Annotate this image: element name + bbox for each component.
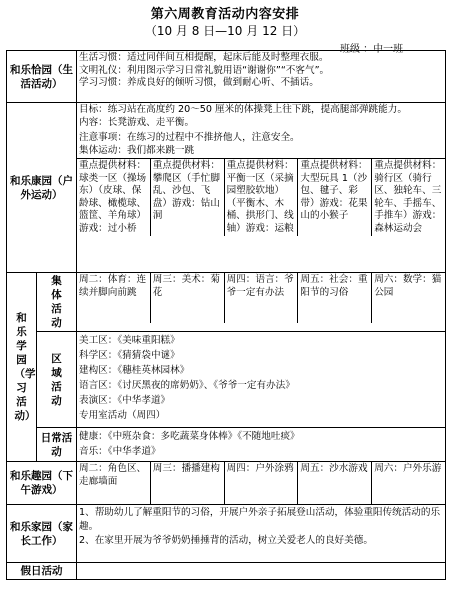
fun-day: 周四：户外涂鸦 (224, 462, 298, 504)
zone-grid (77, 159, 445, 236)
collective-label: 集体活动 (51, 275, 62, 329)
collective-day: 周六：数学：猫公园 (371, 273, 445, 323)
life-line: 学习习惯：养成良好的倾听习惯，做到耐心听、不插话。 (79, 77, 319, 88)
life-label: 和乐恰园（生活活动） (7, 51, 77, 103)
life-line: 文明礼仪：利用图示学习日常礼貌用语“谢谢你”“不客气”。 (79, 64, 330, 76)
collective-day: 周三：美术：菊花 (150, 273, 224, 323)
outdoor-line: 内容：长凳游戏、走平衡。 (79, 116, 195, 128)
home-row (7, 505, 446, 563)
holiday-content (77, 563, 446, 580)
zone-cell: 重点提供材料：攀爬区（手忙脚乱、沙包、飞盘）游戏：钻山洞 (150, 159, 224, 236)
outdoor-line: 集体运动：我们都来跳一跳 (79, 144, 195, 156)
fun-day: 周六：户外乐游 (371, 462, 445, 504)
daily-label: 日常活动 (37, 428, 77, 462)
life-content (77, 51, 446, 103)
outdoor-goals (77, 103, 446, 159)
home-line: 2、在家里开展为爷爷奶奶捶捶背的活动，树立关爱老人的良好美德。 (79, 535, 373, 546)
home-label: 和乐家园（家长工作） (7, 505, 77, 563)
collective-day: 周五：社会：重阳节的习俗 (297, 273, 371, 323)
zone-cell: 重点提供材料：大型玩具 1（沙包、毽子、彩带）游戏：花果山的小猴子 (297, 159, 371, 236)
fun-day: 周五：沙水游戏 (297, 462, 371, 504)
zone-cell: 重点提供材料：球类一区（操场东）（皮球、保龄球、橄榄球、篮筐、羊角球）游戏：过小桥 (79, 160, 147, 234)
life-row (7, 51, 446, 103)
area-line: 表演区：《中华孝道》 (79, 395, 171, 406)
fun-day: 周二：角色区、走廊墙面 (79, 463, 147, 487)
area-line: 美工区：《美味重阳糕》 (79, 335, 180, 346)
collective-day: 周四：语言：爷爷一定有办法 (224, 273, 298, 323)
fun-day: 周三：播播建构 (150, 462, 224, 504)
holiday-label: 假日活动 (7, 563, 77, 580)
class-label: 班级 ：中一班 (340, 44, 404, 55)
study-label: 和乐学园（学习活动） (14, 312, 36, 422)
schedule-table (6, 50, 446, 580)
holiday-row (7, 563, 446, 580)
life-line: 生活习惯：适过同伴间互相提醒，起床后能及时整理衣服。 (79, 52, 329, 63)
area-line: 专用室活动（周四） (79, 410, 166, 421)
area-line: 语言区：《讨厌黑夜的席奶奶》、《爷爷一定有办法》 (79, 380, 295, 391)
daily-row (7, 428, 446, 462)
zone-cell: 重点提供材料：平衡一区（采摘园塑胶软地）（平衡木、木桶、拱形门、线轴）游戏：运粮 (224, 159, 298, 236)
area-content (77, 332, 446, 428)
daily-line: 健康：《中班杂食：多吃蔬菜身体棒》《不随地吐痰》 (79, 431, 300, 442)
collective-days (77, 273, 445, 323)
fun-row (7, 462, 446, 505)
area-line: 建构区：《穗桂英林园林》 (79, 365, 190, 376)
area-row (7, 332, 446, 428)
area-label: 区域活动 (51, 352, 62, 407)
outdoor-goal-row (7, 103, 446, 159)
fun-label: 和乐趣园（下午游戏） (7, 462, 77, 505)
date-range: （10 月 8 日—10 月 12 日） (144, 24, 306, 38)
outdoor-line: 目标：练习站在高度约 20～50 厘米的体操凳上往下跳，提高腿部弹跳能力。 (79, 104, 407, 115)
daily-line: 音乐：《中华孝道》 (79, 446, 161, 457)
daily-content (77, 428, 446, 462)
outdoor-line: 注意事项：在练习的过程中不推挤他人，注意安全。 (79, 132, 300, 143)
home-line: 1、帮助幼儿了解重阳节的习俗，开展户外亲子拓展登山活动，体验重阳传统活动的乐趣。 (79, 507, 441, 532)
outdoor-label: 和乐康园（户外运动） (7, 103, 77, 273)
area-line: 科学区：《猜猜袋中谜》 (79, 350, 180, 361)
page-title: 第六周教育活动内容安排 (150, 7, 300, 22)
fun-days (77, 462, 445, 504)
collective-day: 周二：体育：连续并脚向前跳 (79, 274, 147, 298)
collective-row (7, 273, 446, 332)
zone-cell: 重点提供材料：骑行区（骑行区、独轮车、三轮车、手摇车、手推车）游戏：森林运动会 (371, 159, 445, 236)
home-content (77, 505, 446, 563)
